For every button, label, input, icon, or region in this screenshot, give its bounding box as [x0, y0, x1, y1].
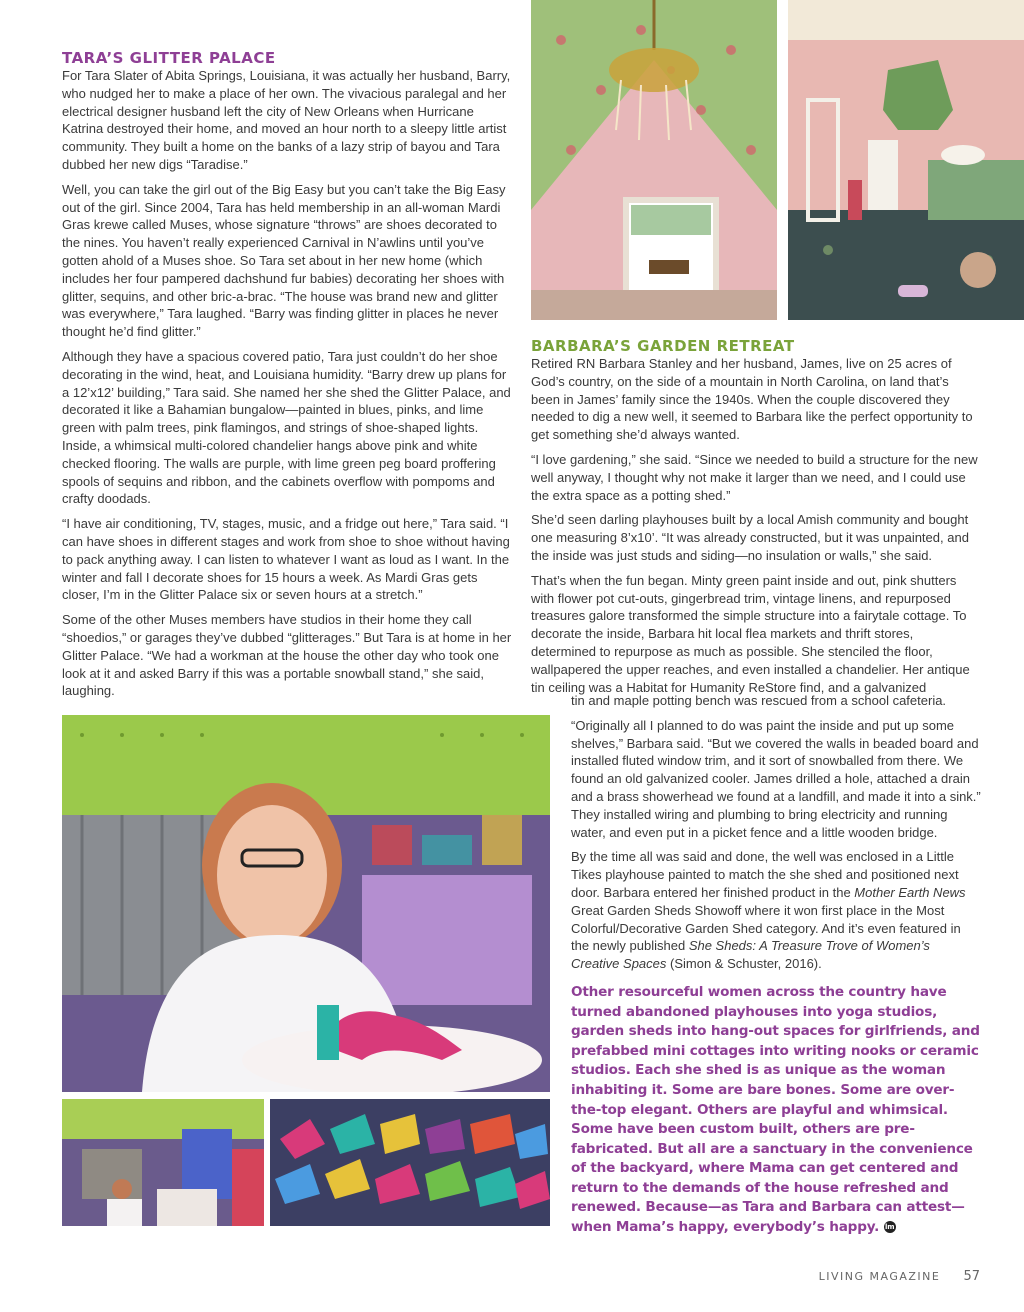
barbara-paragraph-3: She’d seen darling playhouses built by a local Amish community and bought one measuring 8’x10’. “It was already constructed, but it was unpainted, and the inside was just studs and siding—no insulation or walls,” she said. — [531, 512, 969, 563]
barbara-paragraph-1: Retired RN Barbara Stanley and her husband, James, live on 25 acres of God’s country, on the side of a mountain in North Carolina, on land that’s been in James’ family since the 1940s. When the couple discovered they needed to dig a new well, it seemed to Barbara like the perfect opportunity to get something she’d always wanted. — [531, 356, 973, 443]
end-mark-icon: lm — [885, 1223, 895, 1232]
barbara-paragraph-4: That’s when the fun began. Minty green paint inside and out, pink shutters with flower pot cut-outs, gingerbread trim, vintage linens, and repurposed treasures galore transformed the simple structure into a fairytale cottage. To decorate the inside, Barbara hit local flea markets and thrift stores, determined to repurpose as much as possible. She stenciled the floor, wallpapered the upper reaches, and even installed a chandelier. Her antique tin ceiling was a Habitat for Humanity ReStore find, and a galvanized — [531, 572, 970, 695]
closing-text: Other resourceful women across the country have turned abandoned playhouses into yoga studios, garden sheds into hang-out spaces for girlfriends, and prefabbed mini cottages into writing nooks or ceramic studios. Each she shed is as unique as the woman inhabiting it. Some are bare bones. Some are over-the-top elegant. Others are playful and whimsical. Some have been custom built, others are pre-fabricated. But all are a sanctuary in the convenience of the backyard, where Mama can get centered and return to the demands of the house refreshed and renewed. Because—as Tara and Barbara can attest—when Mama’s happy, everybody’s happy. — [571, 983, 980, 1236]
magazine-name: LIVING MAGAZINE — [818, 1270, 941, 1283]
final-part-1: By the time all was said and done, the well was enclosed in a Little Tikes playhouse painted to match the she shed and positioned next door. Barbara entered her finished product in the — [571, 849, 959, 900]
shed-interior-photo — [788, 0, 1024, 320]
tara-article — [62, 49, 512, 707]
decorated-shoes-photo — [270, 1099, 550, 1226]
page-footer — [819, 1265, 980, 1284]
tara-paragraph-5: Some of the other Muses members have studios in their home they call “shoedios,” or garages they’ve dubbed “glitterages.” But Tara is at home in her Glitter Palace. “We had a workman at the house the other day who took one look at it and asked Barry if this was a portable snowball stand,” she said, laughing. — [62, 612, 512, 699]
final-italic-2: She Sheds: A Treasure Trove of Women’s Creative Spaces — [571, 938, 930, 972]
tara-paragraph-4: “I have air conditioning, TV, stages, music, and a fridge out here,” Tara said. “I can have shoes in different stages and work from shoe to shoe without having to pack anything away. I can listen to whatever I want as loud as I want. In the winter and fall I decorate shoes for 15 hours a week. As Mardi Gras gets closer, I’m in the Glitter Palace six or seven hours at a stretch.” — [62, 516, 510, 603]
barbara-continuation: tin and maple potting bench was rescued from a school cafeteria. — [571, 693, 947, 708]
tara-heading: TARA’S GLITTER PALACE — [62, 49, 276, 67]
barbara-quote-paragraph: “Originally all I planned to do was paint the inside and put up some shelves,” Barbara said. “But we covered the walls in beaded board and installed fluted window trim, and it sort of snowballed from there. We found an old galvanized cooler. James drilled a hole, attached a drain and a brass showerhead we found at a landfill, and made it into a sink.” They installed wiring and plumbing to bring electricity and running water, and even put in a picket fence and a little wooden bridge. — [571, 717, 981, 840]
barbara-final-paragraph — [571, 848, 981, 973]
shed-chandelier-photo — [531, 0, 777, 320]
glitter-palace-workspace-photo — [62, 1099, 264, 1226]
barbara-paragraph-2: “I love gardening,” she said. “Since we needed to build a structure for the new well anyway, I thought why not make it larger than we need, and I could use the extra space as a potting shed.” — [531, 451, 978, 503]
closing-paragraph — [571, 983, 981, 1238]
tara-paragraph-3: Although they have a spacious covered patio, Tara just couldn’t do her shoe decorating in the wind, heat, and Louisiana humidity. “Barry drew up plans for a 12’x12’ building,” Tara said. She named her she shed the Glitter Palace, and decorated it like a Bahamian bungalow—painted in blues, pinks, and lime green with palm trees, pink flamingos, and strings of shoe-shaped lights. Inside, a whimsical multi-colored chandelier hangs above pink and white checked flooring. The walls are purple, with lime green peg board proffering spools of sequins and ribbon, and the cabinets overflow with pompoms and crafty doodads. — [62, 348, 511, 507]
tara-paragraph-1: For Tara Slater of Abita Springs, Louisiana, it was actually her husband, Barry, who nudged her to make a place of her own. The vivacious paralegal and her electrical designer husband left the city of New Orleans when Hurricane Katrina destroyed their home, and moved an hour north to a sleepy little artist community. They built a home on the banks of a lazy strip of bayou and Tara dubbed her new digs “Taradise.” — [62, 68, 511, 172]
final-part-3: (Simon & Schuster, 2016). — [666, 956, 822, 972]
page-number: 57 — [963, 1269, 980, 1284]
barbara-article-narrow — [571, 692, 981, 1238]
tara-shoe-decorating-photo — [62, 715, 550, 1092]
barbara-heading: BARBARA’S GARDEN RETREAT — [531, 337, 795, 355]
final-part-2: Great Garden Sheds Showoff where it won first place in the Most Colorful/Decorative Garden Shed category. And it’s even featured in the newly published — [571, 902, 961, 954]
final-italic-1: Mother Earth News — [854, 884, 966, 900]
barbara-article-wide — [531, 337, 981, 696]
tara-paragraph-2: Well, you can take the girl out of the Big Easy but you can’t take the Big Easy out of the girl. Since 2004, Tara has held membership in an all-woman Mardi Gras krewe called Muses, whose signature “throws” are shoes decorated to the nines. You haven’t really experienced Carnival in N’awlins until you’ve gotten ahold of a Muses shoe. So Tara set about in her new home (which includes her four pampered dachshund fur babies) decorating her shoes with glitter, sequins, and other bric-a-brac. “The house was brand new and glitter was everywhere,” Tara laughed. “Barry was finding glitter in places he never thought he’d find glitter.” — [62, 181, 506, 340]
